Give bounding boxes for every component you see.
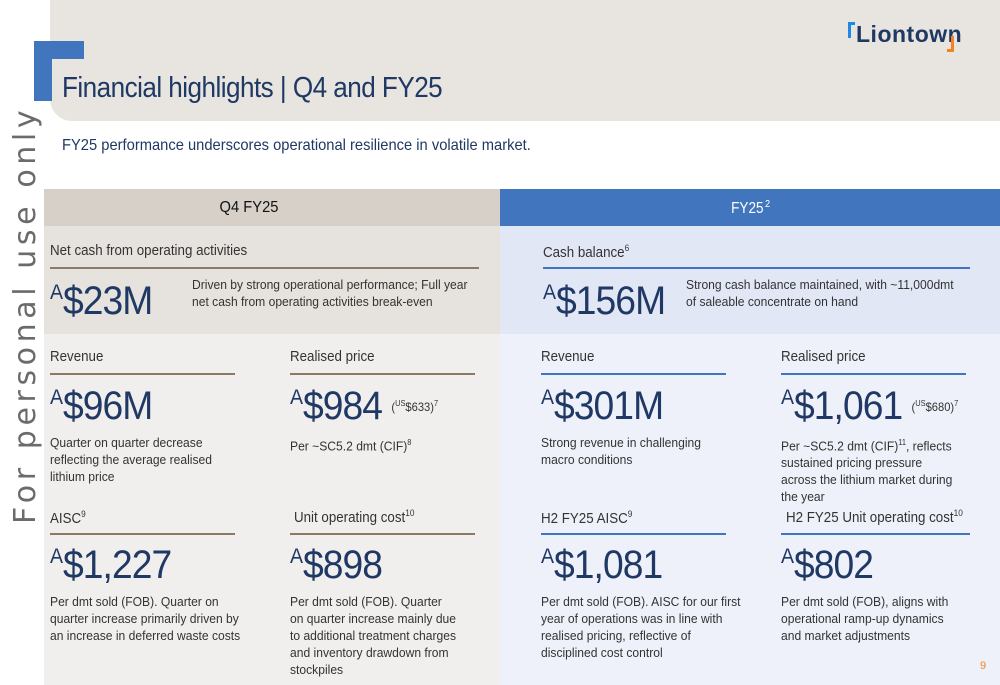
- fy25-aisc-rule: [541, 533, 726, 535]
- fy25-column-label: FY25: [731, 200, 764, 218]
- fy25-column-header: [500, 199, 1000, 218]
- page-number: 9: [980, 660, 987, 672]
- q4-column-label: Q4 FY25: [219, 199, 279, 216]
- page-subtitle: FY25 performance underscores operational resilience in volatile market.: [62, 137, 531, 154]
- fy25-aisc-label: H2 FY25 AISC$^9$: [541, 509, 633, 527]
- logo-text: Liontown: [856, 21, 963, 47]
- q4-aisc-value: $^A$\$1,227: [50, 543, 172, 587]
- fy25-aisc-value: $^A$\$1,081: [541, 543, 663, 587]
- accent-bracket-horizontal: [34, 41, 84, 59]
- q4-column-header: [44, 199, 454, 217]
- fy25-revenue-desc: Strong revenue in challenging macro conditions: [541, 435, 701, 467]
- fy25-cash-rule: [543, 267, 970, 269]
- q4-cash-label: Net cash from operating activities: [50, 243, 248, 259]
- q4-cash-desc: Driven by strong operational performance; Full year net cash from operating activities break-even: [192, 277, 468, 309]
- fy25-price-rule: [781, 373, 966, 375]
- fy25-column-footnote: 2: [765, 199, 771, 210]
- fy25-cash-desc: Strong cash balance maintained, with ~11,000dmt of saleable concentrate on hand: [686, 277, 954, 309]
- q4-revenue-label: Revenue: [50, 349, 104, 365]
- q4-aisc-desc: Per dmt sold (FOB). Quarter on quarter increase primarily driven by an increase in deferred waste costs: [50, 594, 241, 643]
- fy25-price-value: $^A$\$1,061 $^{(^{US}\$680)^7}$: [781, 384, 959, 428]
- logo-bracket-right-icon: [947, 36, 954, 52]
- q4-unit-cost-desc: Per dmt sold (FOB). Quarter on quarter increase mainly due to additional treatment charges and inventory drawdown from stockpiles: [290, 594, 457, 677]
- q4-cash-rule: [50, 267, 479, 269]
- fy25-unit-cost-desc: Per dmt sold (FOB), aligns with operational ramp-up dynamics and market adjustments: [781, 594, 949, 643]
- q4-price-rule: [290, 373, 475, 375]
- page-title: Financial highlights | Q4 and FY25: [62, 72, 443, 104]
- q4-aisc-rule: [50, 533, 235, 535]
- fy25-revenue-rule: [541, 373, 726, 375]
- q4-aisc-label: AISC$^9$: [50, 509, 86, 527]
- fy25-revenue-label: Revenue: [541, 349, 595, 365]
- watermark: For personal use only: [8, 105, 43, 524]
- fy25-price-label: Realised price: [781, 349, 866, 365]
- fy25-revenue-value: $^A$\$301M: [541, 384, 664, 428]
- q4-cash-value: $^A$\$23M: [50, 279, 153, 323]
- q4-unit-cost-value: $^A$\$898: [290, 543, 383, 587]
- fy25-cash-label: Cash balance$^6$: [543, 243, 630, 261]
- q4-price-desc: Per ~SC5.2 dmt (CIF)$^8$: [290, 438, 412, 454]
- q4-revenue-desc: Quarter on quarter decrease reflecting the average realised lithium price: [50, 435, 212, 484]
- fy25-unit-cost-rule: [781, 533, 970, 535]
- fy25-cash-value: $^A$\$156M: [543, 279, 666, 323]
- fy25-unit-cost-value: $^A$\$802: [781, 543, 874, 587]
- q4-price-value: $^A$\$984 $^{(^{US}\$633)^7}$: [290, 384, 439, 428]
- logo-bracket-left-icon: [848, 22, 855, 38]
- q4-price-label: Realised price: [290, 349, 375, 365]
- fy25-price-desc: Per ~SC5.2 dmt (CIF)$^{11}$, reflects sustained pricing pressure across the lithium market during the year: [781, 438, 953, 505]
- fy25-unit-cost-label: H2 FY25 Unit operating cost$^{10}$: [786, 508, 963, 526]
- fy25-aisc-desc: Per dmt sold (FOB). AISC for our first year of operations was in line with realised pricing, reflective of disciplined cost control: [541, 594, 741, 660]
- q4-revenue-value: $^A$\$96M: [50, 384, 153, 428]
- liontown-logo: [848, 20, 963, 54]
- q4-revenue-rule: [50, 373, 235, 375]
- q4-unit-cost-rule: [290, 533, 475, 535]
- q4-unit-cost-label: Unit operating cost$^{10}$: [294, 508, 415, 526]
